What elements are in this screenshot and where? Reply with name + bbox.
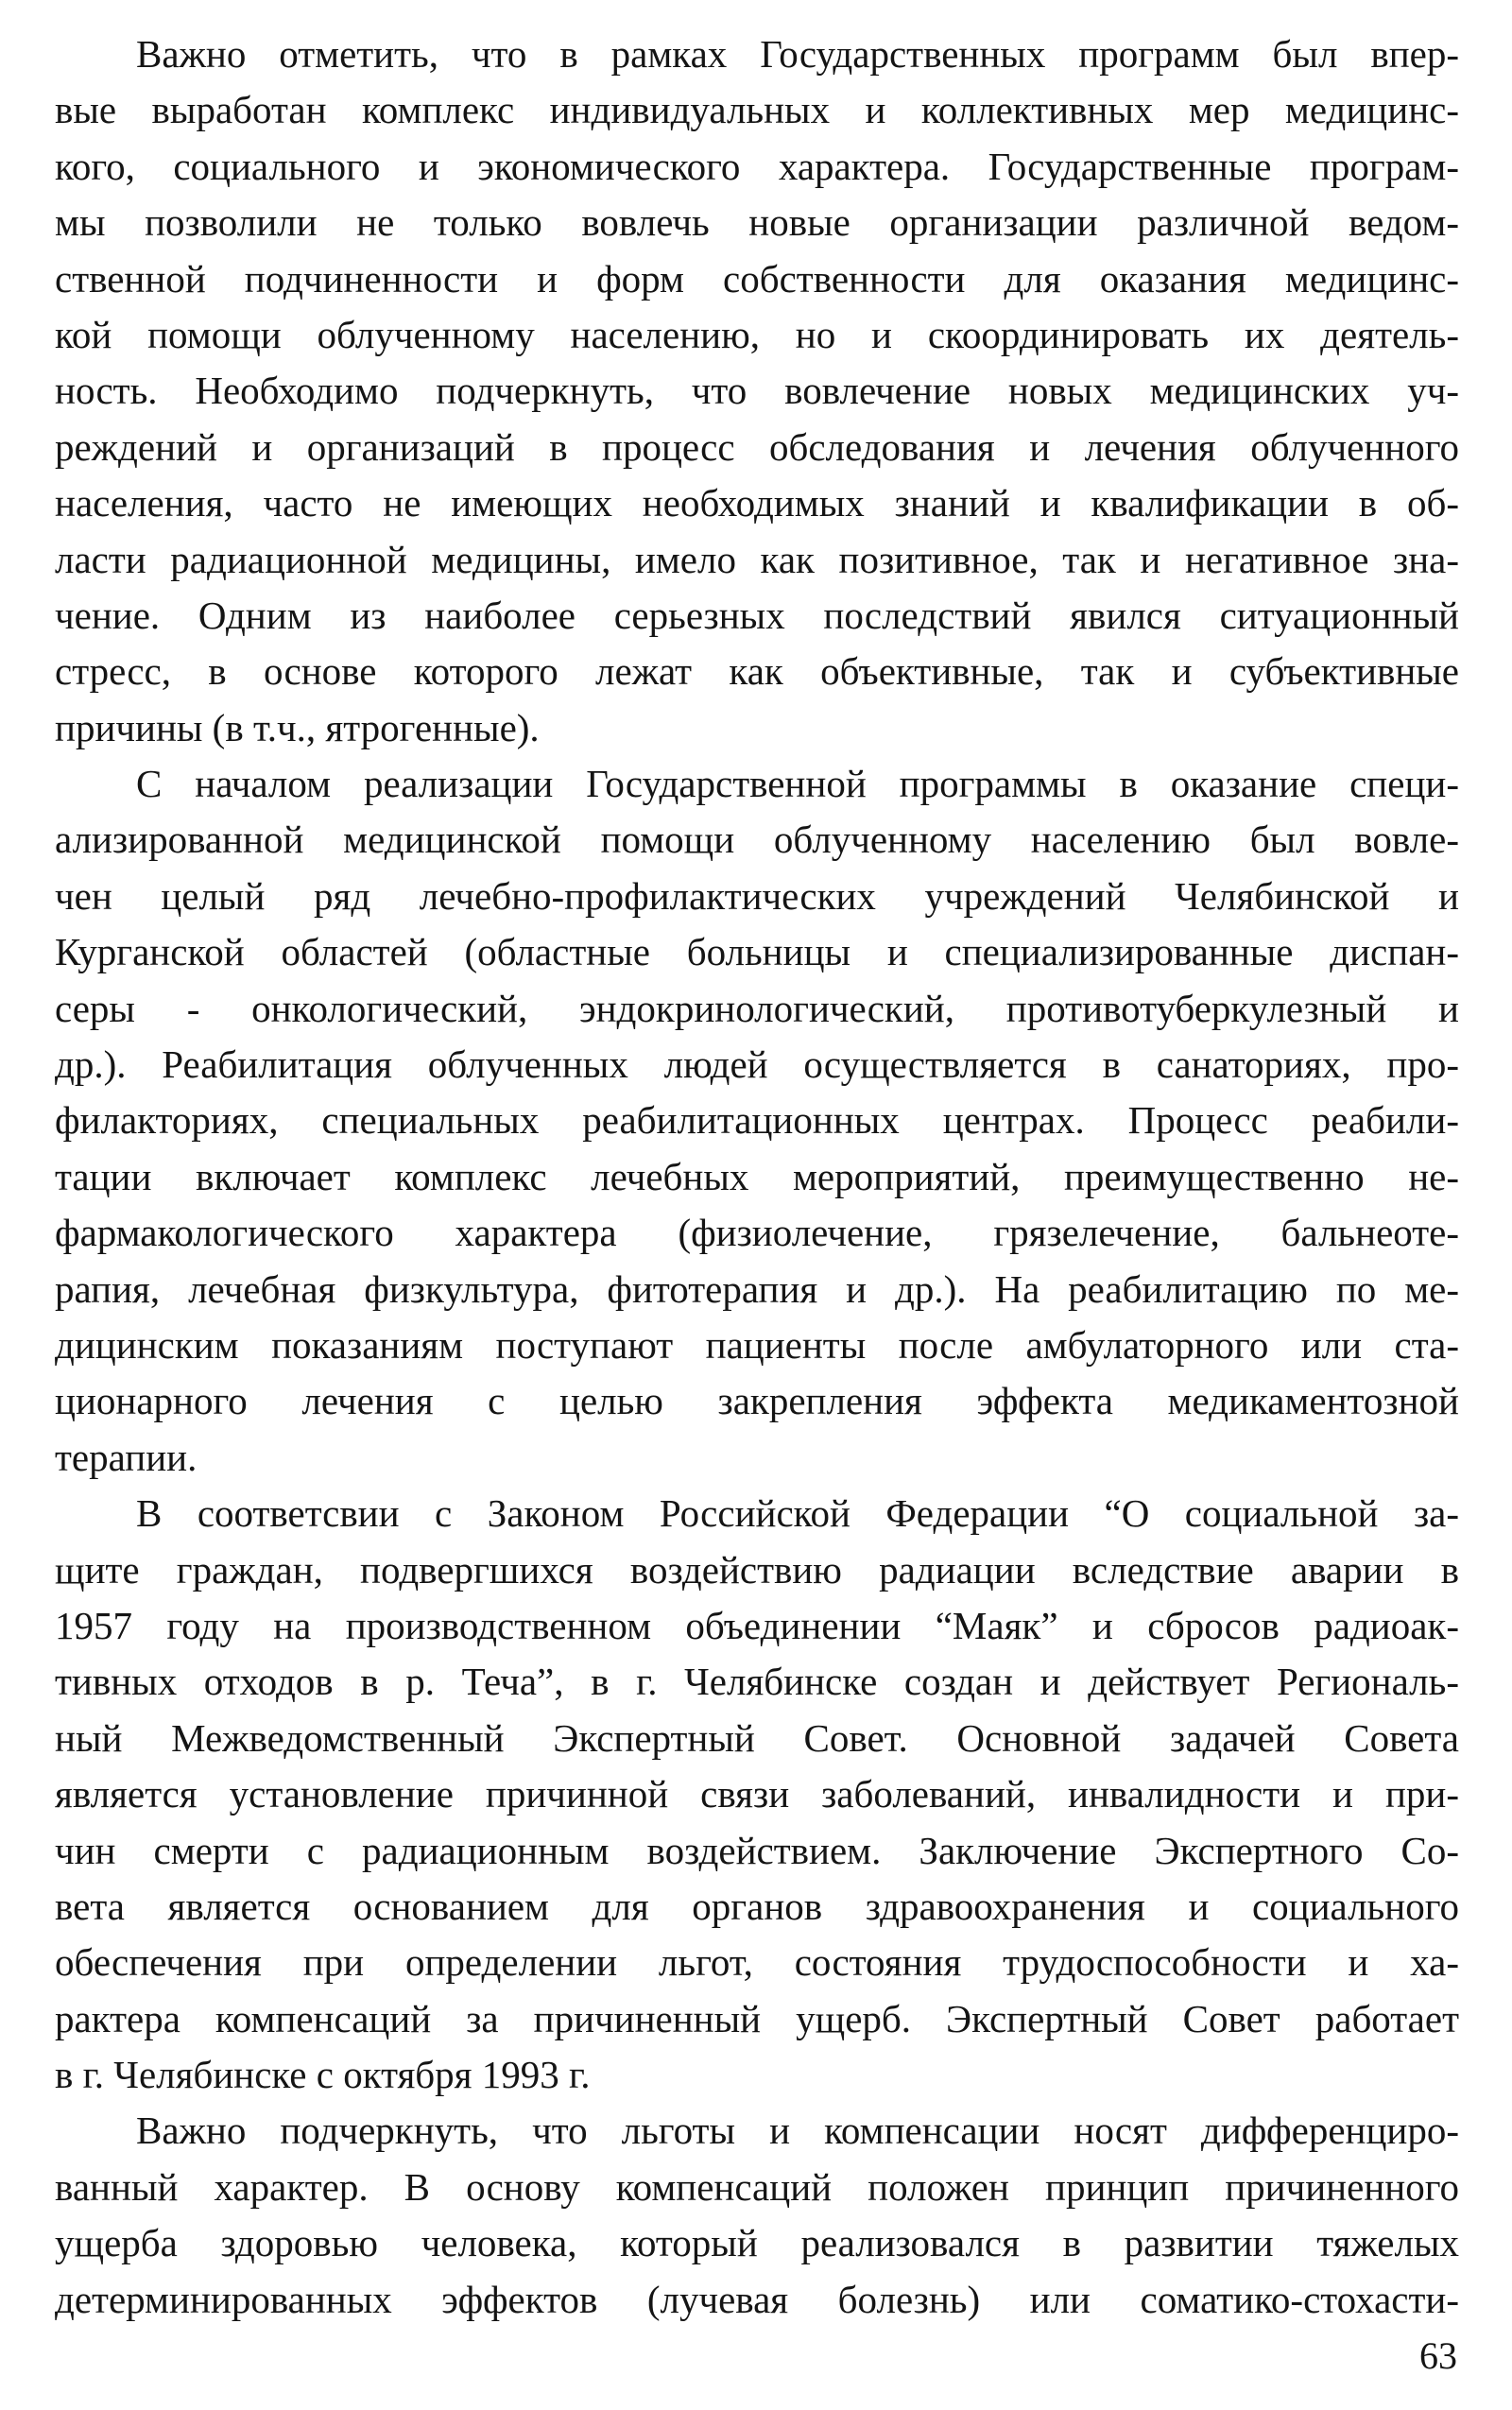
text-line: С началом реализации Государственной программы в оказание специ- <box>136 762 1459 806</box>
text-line: вые выработан комплекс индивидуальных и коллективных мер медицинс- <box>55 88 1459 132</box>
text-line: щите граждан, подвергшихся воздействию радиации вследствие аварии в <box>55 1547 1459 1592</box>
text-line: др.). Реабилитация облученных людей осуществляется в санаториях, про- <box>55 1042 1459 1087</box>
text-line: детерминированных эффектов (лучевая болезнь) или соматико-стохасти- <box>55 2277 1459 2321</box>
text-line: Важно отметить, что в рамках Государственных программ был впер- <box>136 32 1459 76</box>
page-body <box>55 26 1459 2328</box>
text-line: терапии. <box>55 1435 198 1479</box>
paragraph-2 <box>55 756 1459 1486</box>
text-line: филакториях, специальных реабилитационных центрах. Процесс реабили- <box>55 1098 1459 1143</box>
text-line: Курганской областей (областные больницы и специализированные диспан- <box>55 930 1459 974</box>
paragraph-1 <box>55 26 1459 756</box>
paragraph-4 <box>55 2103 1459 2328</box>
text-line: дицинским показаниям поступают пациенты после амбулаторного или ста- <box>55 1322 1459 1367</box>
text-line: Важно подчеркнуть, что льготы и компенсации носят дифференциро- <box>136 2109 1459 2153</box>
text-line: 1957 году на производственном объединении “Маяк” и сбросов радиоак- <box>55 1603 1459 1647</box>
text-line: чение. Одним из наиболее серьезных последствий явился ситуационный <box>55 593 1459 637</box>
page-number: 63 <box>1419 2334 1457 2377</box>
paragraph-3 <box>55 1486 1459 2103</box>
text-line: рапия, лечебная физкультура, фитотерапия и др.). На реабилитацию по ме- <box>55 1266 1459 1311</box>
text-line: серы - онкологический, эндокринологический, противотуберкулезный и <box>55 986 1459 1030</box>
text-line: ственной подчиненности и форм собственности для оказания медицинс- <box>55 256 1459 301</box>
text-line: кой помощи облученному населению, но и скоординировать их деятель- <box>55 312 1459 356</box>
text-line: фармакологического характера (физиолечение, грязелечение, бальнеоте- <box>55 1211 1459 1255</box>
text-line: в г. Челябинске с октября 1993 г. <box>55 2053 591 2097</box>
text-line: обеспечения при определении льгот, состояния трудоспособности и ха- <box>55 1940 1459 1985</box>
text-line: рактера компенсаций за причиненный ущерб. Экспертный Совет работает <box>55 1996 1459 2040</box>
text-line: В соответсвии с Законом Российской Федерации “О социальной за- <box>136 1491 1459 1536</box>
text-line: ализированной медицинской помощи облученному населению был вовле- <box>55 818 1459 862</box>
text-line: причины (в т.ч., ятрогенные). <box>55 705 540 749</box>
text-line: ный Межведомственный Экспертный Совет. Основной задачей Совета <box>55 1715 1459 1760</box>
text-line: тации включает комплекс лечебных мероприятий, преимущественно не- <box>55 1154 1459 1198</box>
text-line: населения, часто не имеющих необходимых знаний и квалификации в об- <box>55 481 1459 525</box>
text-line: ванный характер. В основу компенсаций положен принцип причиненного <box>55 2164 1459 2209</box>
text-line: чин смерти с радиационным воздействием. Заключение Экспертного Со- <box>55 1828 1459 1872</box>
text-line: тивных отходов в р. Теча”, в г. Челябинске создан и действует Региональ- <box>55 1660 1459 1704</box>
text-line: реждений и организаций в процесс обследования и лечения облученного <box>55 424 1459 469</box>
text-line: стресс, в основе которого лежат как объективные, так и субъективные <box>55 649 1459 694</box>
text-line: вета является основанием для органов здравоохранения и социального <box>55 1884 1459 1928</box>
text-line: ность. Необходимо подчеркнуть, что вовлечение новых медицинских уч- <box>55 369 1459 413</box>
text-line: ционарного лечения с целью закрепления эффекта медикаментозной <box>55 1379 1459 1423</box>
text-line: кого, социального и экономического характера. Государственные програм- <box>55 144 1459 188</box>
text-line: ущерба здоровью человека, который реализовался в развитии тяжелых <box>55 2221 1459 2265</box>
text-line: ласти радиационной медицины, имело как позитивное, так и негативное зна- <box>55 537 1459 581</box>
text-line: чен целый ряд лечебно-профилактических учреждений Челябинской и <box>55 873 1459 918</box>
text-line: мы позволили не только вовлечь новые организации различной ведом- <box>55 200 1459 245</box>
text-line: является установление причинной связи заболеваний, инвалидности и при- <box>55 1772 1459 1816</box>
